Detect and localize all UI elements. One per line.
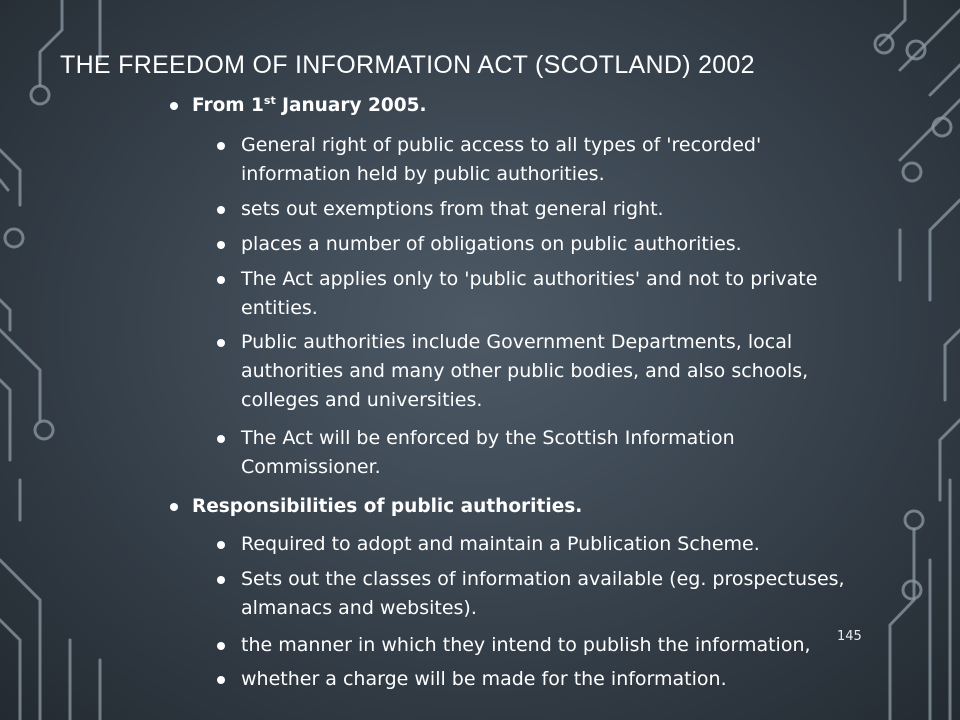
bullet-icon — [217, 142, 225, 150]
bullet-icon — [217, 541, 225, 549]
bullet-icon — [217, 241, 225, 249]
bullet-icon — [217, 576, 225, 584]
bullet-icon — [217, 339, 225, 347]
slide-title: THE FREEDOM OF INFORMATION ACT (SCOTLAND) 2002 — [60, 51, 755, 79]
bullet-icon — [217, 276, 225, 284]
bullet-icon — [217, 676, 225, 684]
bullet-icon — [170, 503, 178, 511]
bullet-icon — [217, 642, 225, 650]
bullet-icon — [217, 206, 225, 214]
page-number: 145 — [837, 629, 862, 644]
section-heading-text: From 1st January 2005. — [192, 94, 427, 116]
bullet-icon — [170, 102, 178, 110]
bullet-icon — [217, 435, 225, 443]
